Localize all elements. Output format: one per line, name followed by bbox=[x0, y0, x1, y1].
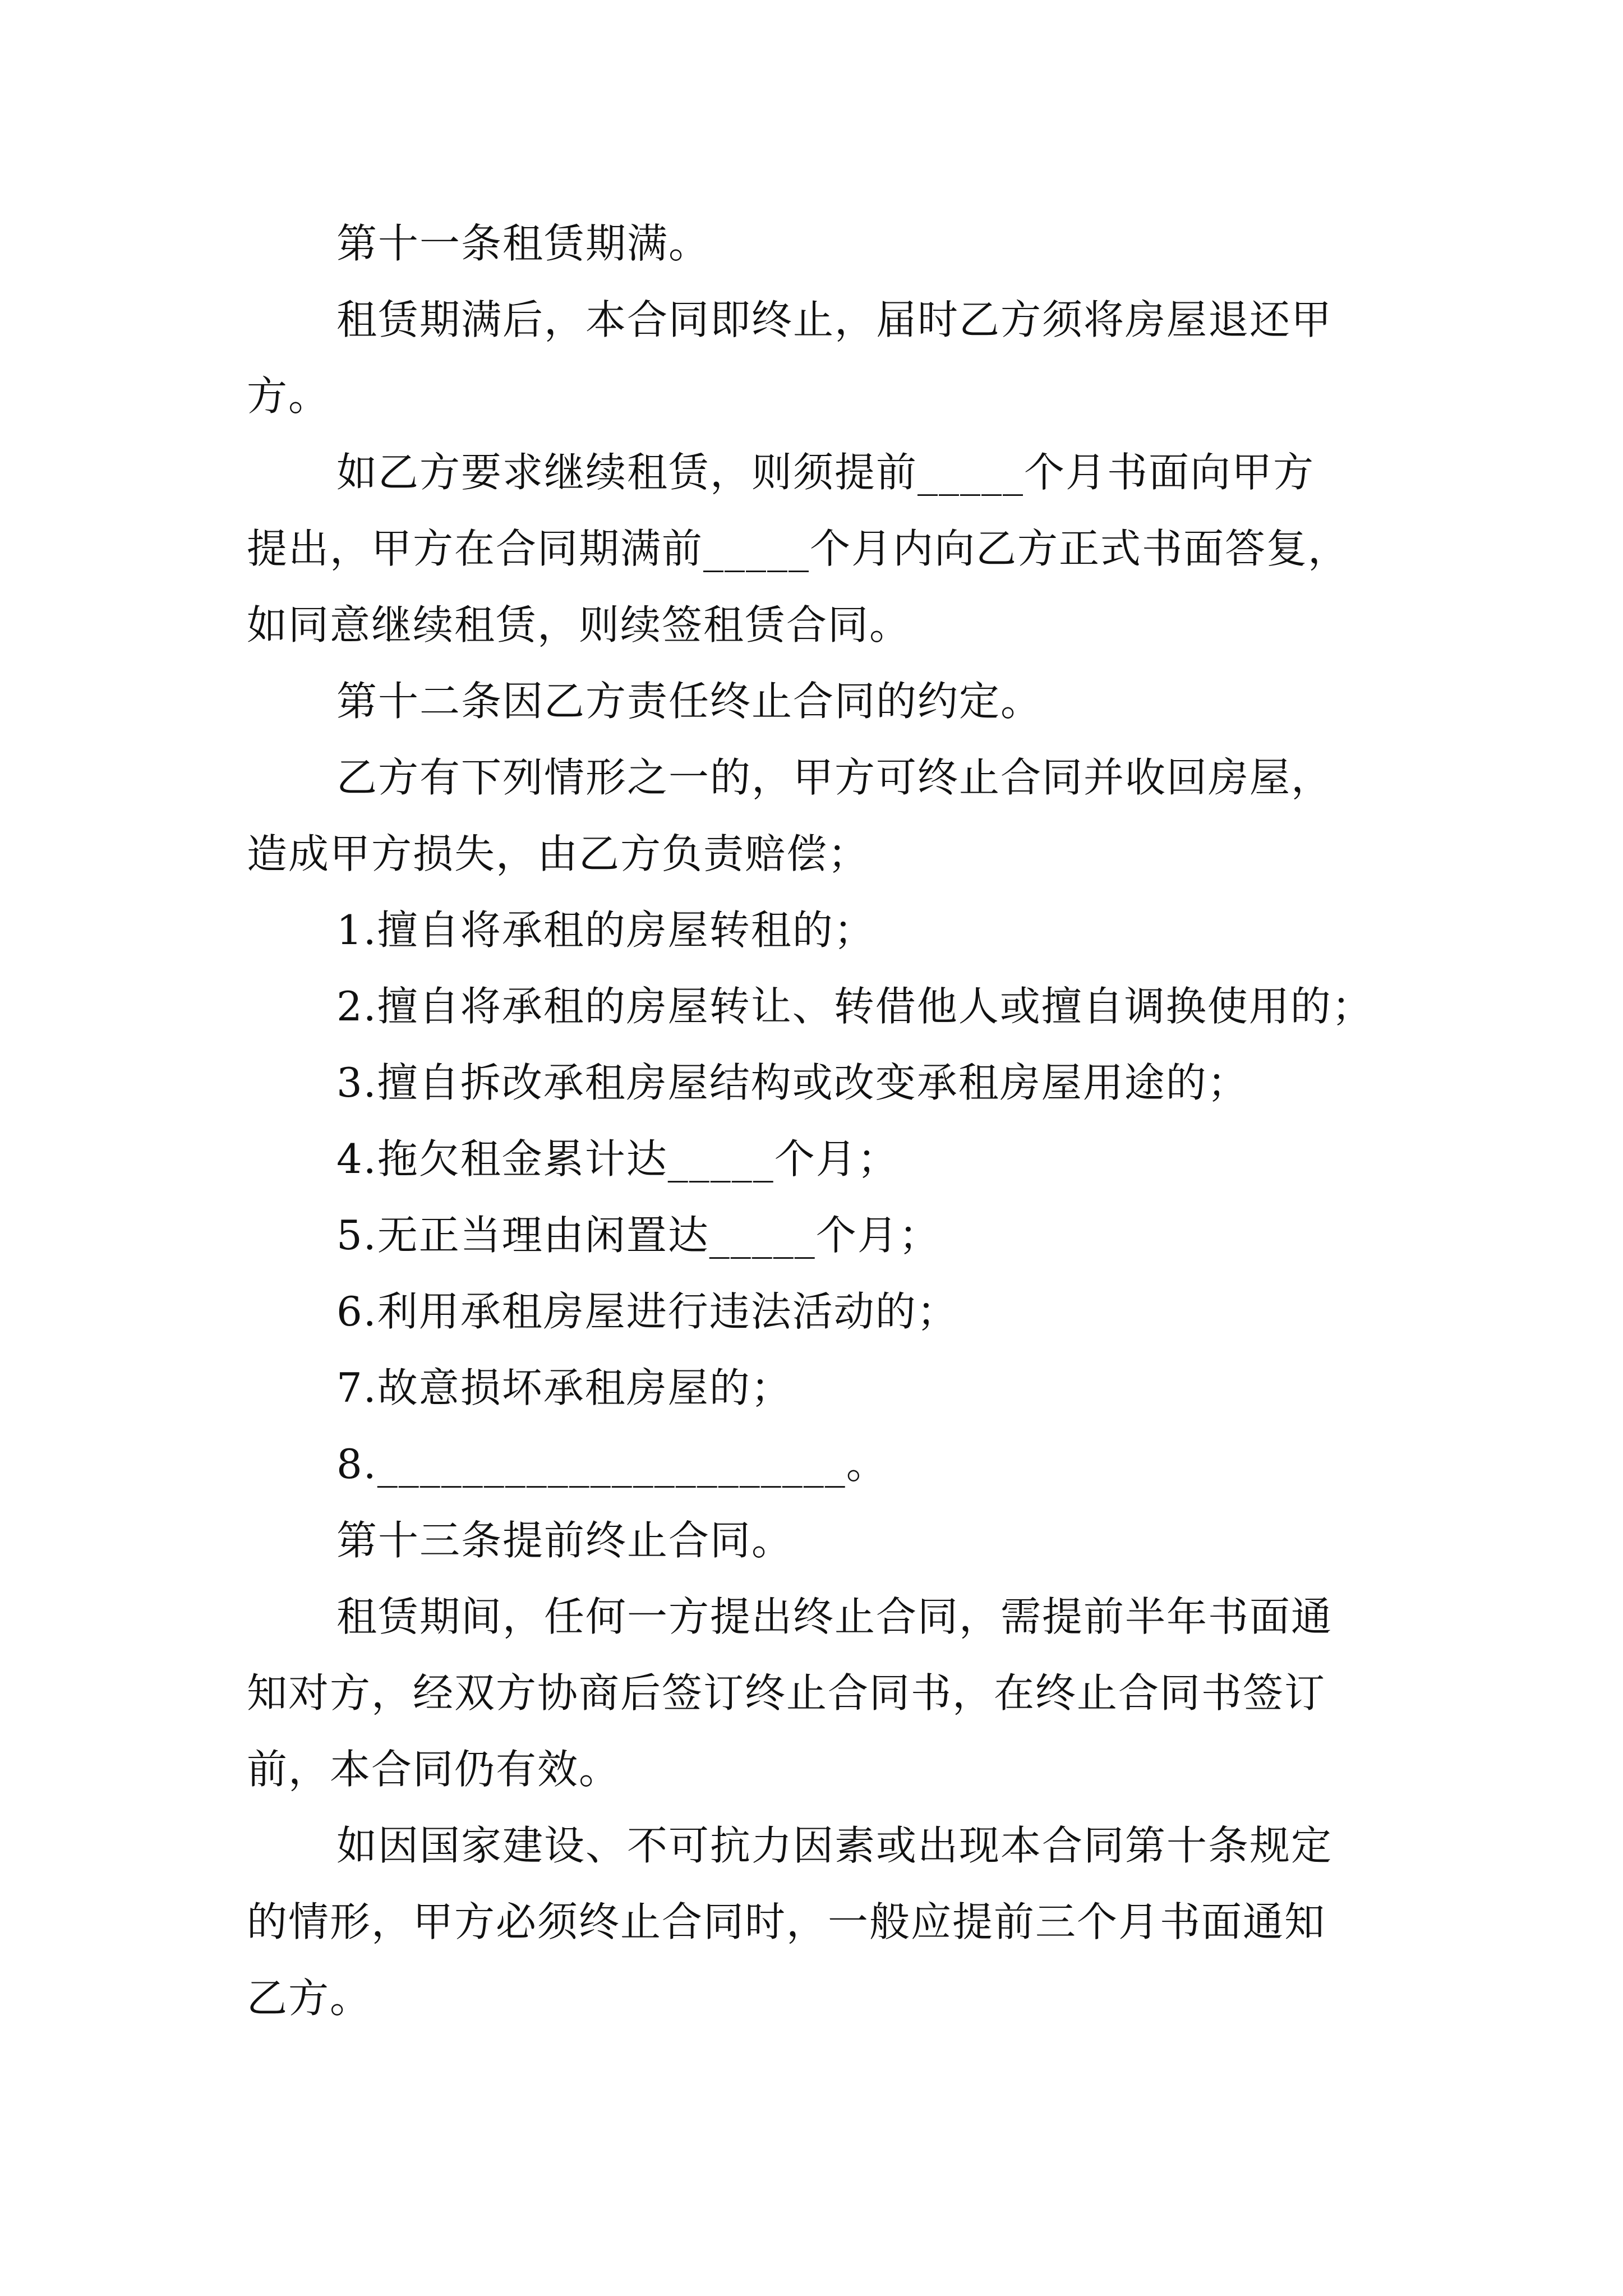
paragraph-line: 造成甲方损失，由乙方负责赔偿； bbox=[247, 830, 870, 877]
document-body bbox=[247, 205, 1380, 2036]
list-item: 6.利用承租房屋进行违法活动的； bbox=[336, 1288, 958, 1335]
paragraph-line: 前，本合同仍有效。 bbox=[247, 1746, 621, 1793]
paragraph-line: 租赁期间，任何一方提出终止合同，需提前半年书面通 bbox=[336, 1593, 1333, 1640]
list-item: 8.______________________。 bbox=[336, 1441, 888, 1488]
paragraph-line: 方。 bbox=[247, 372, 330, 420]
paragraph-line: 如同意继续租赁，则续签租赁合同。 bbox=[247, 601, 911, 648]
article-11-heading: 第十一条租赁期满。 bbox=[336, 220, 711, 267]
list-item: 1.擅自将承租的房屋转租的； bbox=[336, 907, 875, 954]
paragraph-line: 租赁期满后，本合同即终止，届时乙方须将房屋退还甲 bbox=[336, 296, 1333, 343]
paragraph-line: 提出，甲方在合同期满前_____个月内向乙方正式书面答复， bbox=[247, 525, 1350, 572]
list-item: 7.故意损坏承租房屋的； bbox=[336, 1364, 792, 1411]
paragraph-line: 乙方。 bbox=[247, 1975, 372, 2022]
paragraph-line: 如因国家建设、不可抗力因素或出现本合同第十条规定 bbox=[336, 1822, 1333, 1869]
paragraph-line: 知对方，经双方协商后签订终止合同书，在终止合同书签订 bbox=[247, 1669, 1326, 1717]
paragraph-line: 乙方有下列情形之一的，甲方可终止合同并收回房屋， bbox=[336, 754, 1333, 801]
list-item: 5.无正当理由闲置达_____个月； bbox=[336, 1212, 940, 1259]
list-item: 3.擅自拆改承租房屋结构或改变承租房屋用途的； bbox=[336, 1059, 1249, 1106]
article-12-heading: 第十二条因乙方责任终止合同的约定。 bbox=[336, 678, 1043, 725]
list-item: 4.拖欠租金累计达_____个月； bbox=[336, 1135, 899, 1182]
list-item: 2.擅自将承租的房屋转让、转借他人或擅自调换使用的； bbox=[336, 983, 1373, 1030]
paragraph-line: 如乙方要求继续租赁，则须提前_____个月书面向甲方 bbox=[336, 449, 1315, 496]
article-13-heading: 第十三条提前终止合同。 bbox=[336, 1517, 794, 1564]
paragraph-line: 的情形，甲方必须终止合同时，一般应提前三个月书面通知 bbox=[247, 1898, 1326, 1945]
